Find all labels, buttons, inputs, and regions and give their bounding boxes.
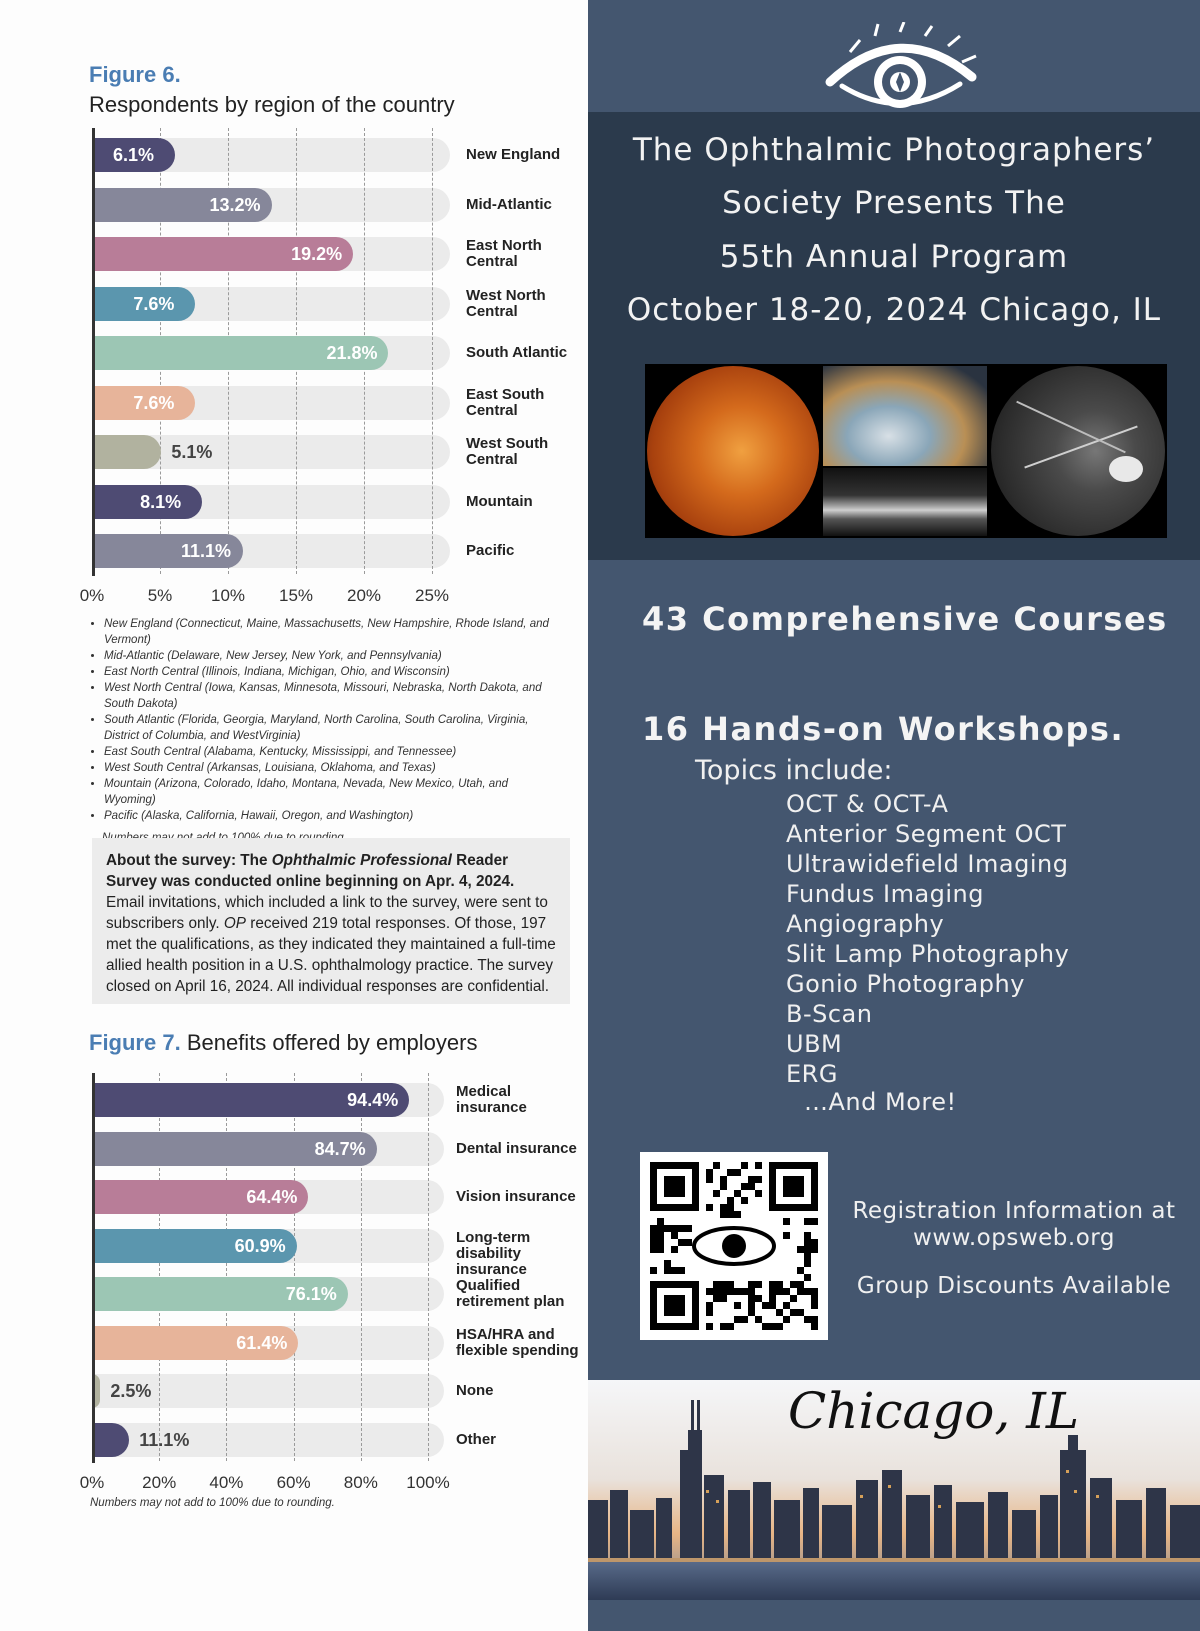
region-note: • South Atlantic (Florida, Georgia, Maryland, North Carolina, South Carolina, Virginia, District of Columbia, and WestVirginia) <box>104 712 560 744</box>
figure6-label: Figure 6. <box>89 62 181 87</box>
x-tick-label: 60% <box>276 1473 311 1492</box>
category-label: South Atlantic <box>466 344 568 361</box>
ad-bottom-band <box>588 1600 1200 1631</box>
qr-code-icon <box>640 1152 828 1340</box>
bar-value-label: 61.4% <box>236 1332 288 1353</box>
and-more-text: …And More! <box>804 1088 957 1116</box>
topic-item: Gonio Photography <box>786 970 1025 998</box>
bar <box>92 435 161 469</box>
courses-text: 43 Comprehensive Courses <box>642 600 1168 638</box>
region-notes-list <box>90 616 560 824</box>
topic-item: Slit Lamp Photography <box>786 940 1070 968</box>
category-label: Pacific <box>466 542 515 559</box>
bar-value-label: 2.5% <box>110 1381 152 1401</box>
region-note: • New England (Connecticut, Maine, Massachusetts, New Hampshire, Rhode Island, and Vermont) <box>104 616 560 648</box>
category-label: Vision insurance <box>456 1188 576 1205</box>
category-label: East North Central <box>466 237 542 270</box>
bar-value-label: 19.2% <box>291 244 343 264</box>
region-note: • Pacific (Alaska, California, Hawaii, Oregon, and Washington) <box>104 808 560 824</box>
bar-value-label: 94.4% <box>347 1090 399 1110</box>
survey-body-1: Email invitations, which included a link to the survey, were sent to subscribers only. <box>106 894 548 932</box>
workshops-text: 16 Hands-on Workshops. <box>642 710 1125 748</box>
survey-lead-1: About the survey: The <box>106 852 272 869</box>
x-tick-label: 80% <box>343 1473 378 1492</box>
category-label: Mountain <box>466 492 533 510</box>
topics-heading: Topics include: <box>695 755 893 786</box>
topic-item: Anterior Segment OCT <box>786 820 1067 848</box>
region-note: • Mid-Atlantic (Delaware, New Jersey, New York, and Pennsylvania) <box>104 648 560 664</box>
registration-url[interactable]: www.opsweb.org <box>913 1225 1115 1251</box>
survey-lead-italic: Ophthalmic Professional <box>271 852 452 869</box>
left-column <box>0 0 588 1631</box>
category-label: None <box>456 1382 494 1399</box>
figure7-heading <box>89 1030 477 1056</box>
category-label: Other <box>456 1430 497 1448</box>
ad-column <box>588 0 1200 1631</box>
gridline <box>428 1073 429 1461</box>
bar-value-label: 11.1% <box>180 541 231 561</box>
x-tick-label: 100% <box>406 1473 450 1492</box>
bar-value-label: 11.1% <box>139 1429 190 1450</box>
x-tick-label: 20% <box>346 585 382 605</box>
angiography-photo <box>991 366 1165 536</box>
y-axis-line <box>92 128 95 576</box>
category-label: New England <box>466 146 561 163</box>
x-tick-label: 40% <box>209 1473 244 1492</box>
survey-body-2: received 219 total responses. Of those, 197 met the qualifications, as they indicated they maintained a full-time allied health position in a U.S. ophthalmology practice. The survey closed on April 16, 2024. All individual responses are confidential. <box>106 915 556 995</box>
anterior-segment-photo <box>823 366 987 466</box>
region-notes <box>90 616 560 846</box>
bar-value-label: 76.1% <box>285 1284 337 1304</box>
figure7-chart <box>79 1073 588 1493</box>
category-label: Dental insurance <box>456 1139 577 1157</box>
category-label: Long-term disability insurance <box>456 1228 531 1278</box>
figure6-chart <box>79 128 582 605</box>
topic-item: ERG <box>786 1060 838 1088</box>
category-label: HSA/HRA and flexible spending <box>456 1325 579 1359</box>
gridline <box>432 128 433 574</box>
bar-value-label: 21.8% <box>326 343 378 363</box>
topic-item: OCT & OCT-A <box>786 790 949 818</box>
chicago-skyline-photo <box>588 1380 1200 1600</box>
x-tick-label: 25% <box>414 585 450 605</box>
bar-value-label: 60.9% <box>234 1235 286 1256</box>
category-label: Qualified retirement plan <box>456 1277 565 1310</box>
x-tick-label: 20% <box>142 1473 177 1492</box>
bar-value-label: 7.6% <box>133 392 175 413</box>
rounding-note-fig7: Numbers may not add to 100% due to rounding. <box>90 1497 335 1509</box>
ad-title-line-1: The Ophthalmic Photographers’ <box>632 132 1156 168</box>
registration-line-1: Registration Information at <box>852 1198 1176 1224</box>
topic-item: B-Scan <box>786 1000 873 1028</box>
qr-code[interactable] <box>640 1152 828 1340</box>
bar-value-label: 84.7% <box>314 1138 366 1159</box>
category-label: West South Central <box>466 435 549 468</box>
x-tick-label: 15% <box>278 585 314 605</box>
bar <box>92 1423 129 1457</box>
category-label: Medical insurance <box>456 1083 527 1116</box>
oct-scan <box>823 468 987 536</box>
topic-item: Ultrawidefield Imaging <box>786 850 1069 878</box>
region-note: • West North Central (Iowa, Kansas, Minnesota, Missouri, Nebraska, North Dakota, and South Dakota) <box>104 680 560 712</box>
survey-lead-2: Reader Survey was conducted online beginning on Apr. 4, 2024. <box>106 852 515 890</box>
eye-logo-icon <box>820 22 980 120</box>
region-note: • West South Central (Arkansas, Louisiana, Oklahoma, and Texas) <box>104 760 560 776</box>
region-note: • East South Central (Alabama, Kentucky, Mississippi, and Tennessee) <box>104 744 560 760</box>
region-note: • East North Central (Illinois, Indiana, Michigan, Ohio, and Wisconsin) <box>104 664 560 680</box>
category-label: West North Central <box>466 286 546 320</box>
topic-item: Angiography <box>786 910 945 938</box>
category-label: Mid-Atlantic <box>466 195 552 213</box>
bar-value-label: 6.1% <box>112 145 154 165</box>
topic-item: UBM <box>786 1030 843 1058</box>
category-label: East South Central <box>466 385 545 419</box>
figure6-title: Respondents by region of the country <box>89 92 455 117</box>
survey-box <box>92 838 570 1004</box>
x-tick-label: 10% <box>210 585 246 605</box>
bar-value-label: 8.1% <box>140 491 182 512</box>
region-note: • Mountain (Arizona, Colorado, Idaho, Montana, Nevada, New Mexico, Utah, and Wyoming) <box>104 776 560 808</box>
survey-body-italic: OP <box>223 915 246 932</box>
y-axis-line <box>92 1073 95 1463</box>
x-tick-label: 0% <box>79 1473 105 1492</box>
ad-title-line-2: Society Presents The <box>722 185 1066 221</box>
figure7-label: Figure 7. <box>89 1030 181 1055</box>
bar-value-label: 64.4% <box>246 1187 298 1207</box>
fundus-photo <box>647 366 819 536</box>
retinal-images <box>645 364 1167 538</box>
ad-title-line-4: October 18-20, 2024 Chicago, IL <box>626 292 1162 328</box>
x-tick-label: 0% <box>79 585 105 605</box>
topic-item: Fundus Imaging <box>786 880 985 908</box>
chicago-script-title: Chicago, IL <box>788 1382 1080 1440</box>
bar-value-label: 5.1% <box>171 442 213 462</box>
ad-title-line-3: 55th Annual Program <box>719 239 1069 275</box>
x-tick-label: 5% <box>147 585 173 605</box>
bar-value-label: 7.6% <box>133 293 175 314</box>
figure7-title: Benefits offered by employers <box>186 1030 478 1055</box>
bar-value-label: 13.2% <box>209 194 261 215</box>
group-discounts-text: Group Discounts Available <box>856 1273 1172 1299</box>
